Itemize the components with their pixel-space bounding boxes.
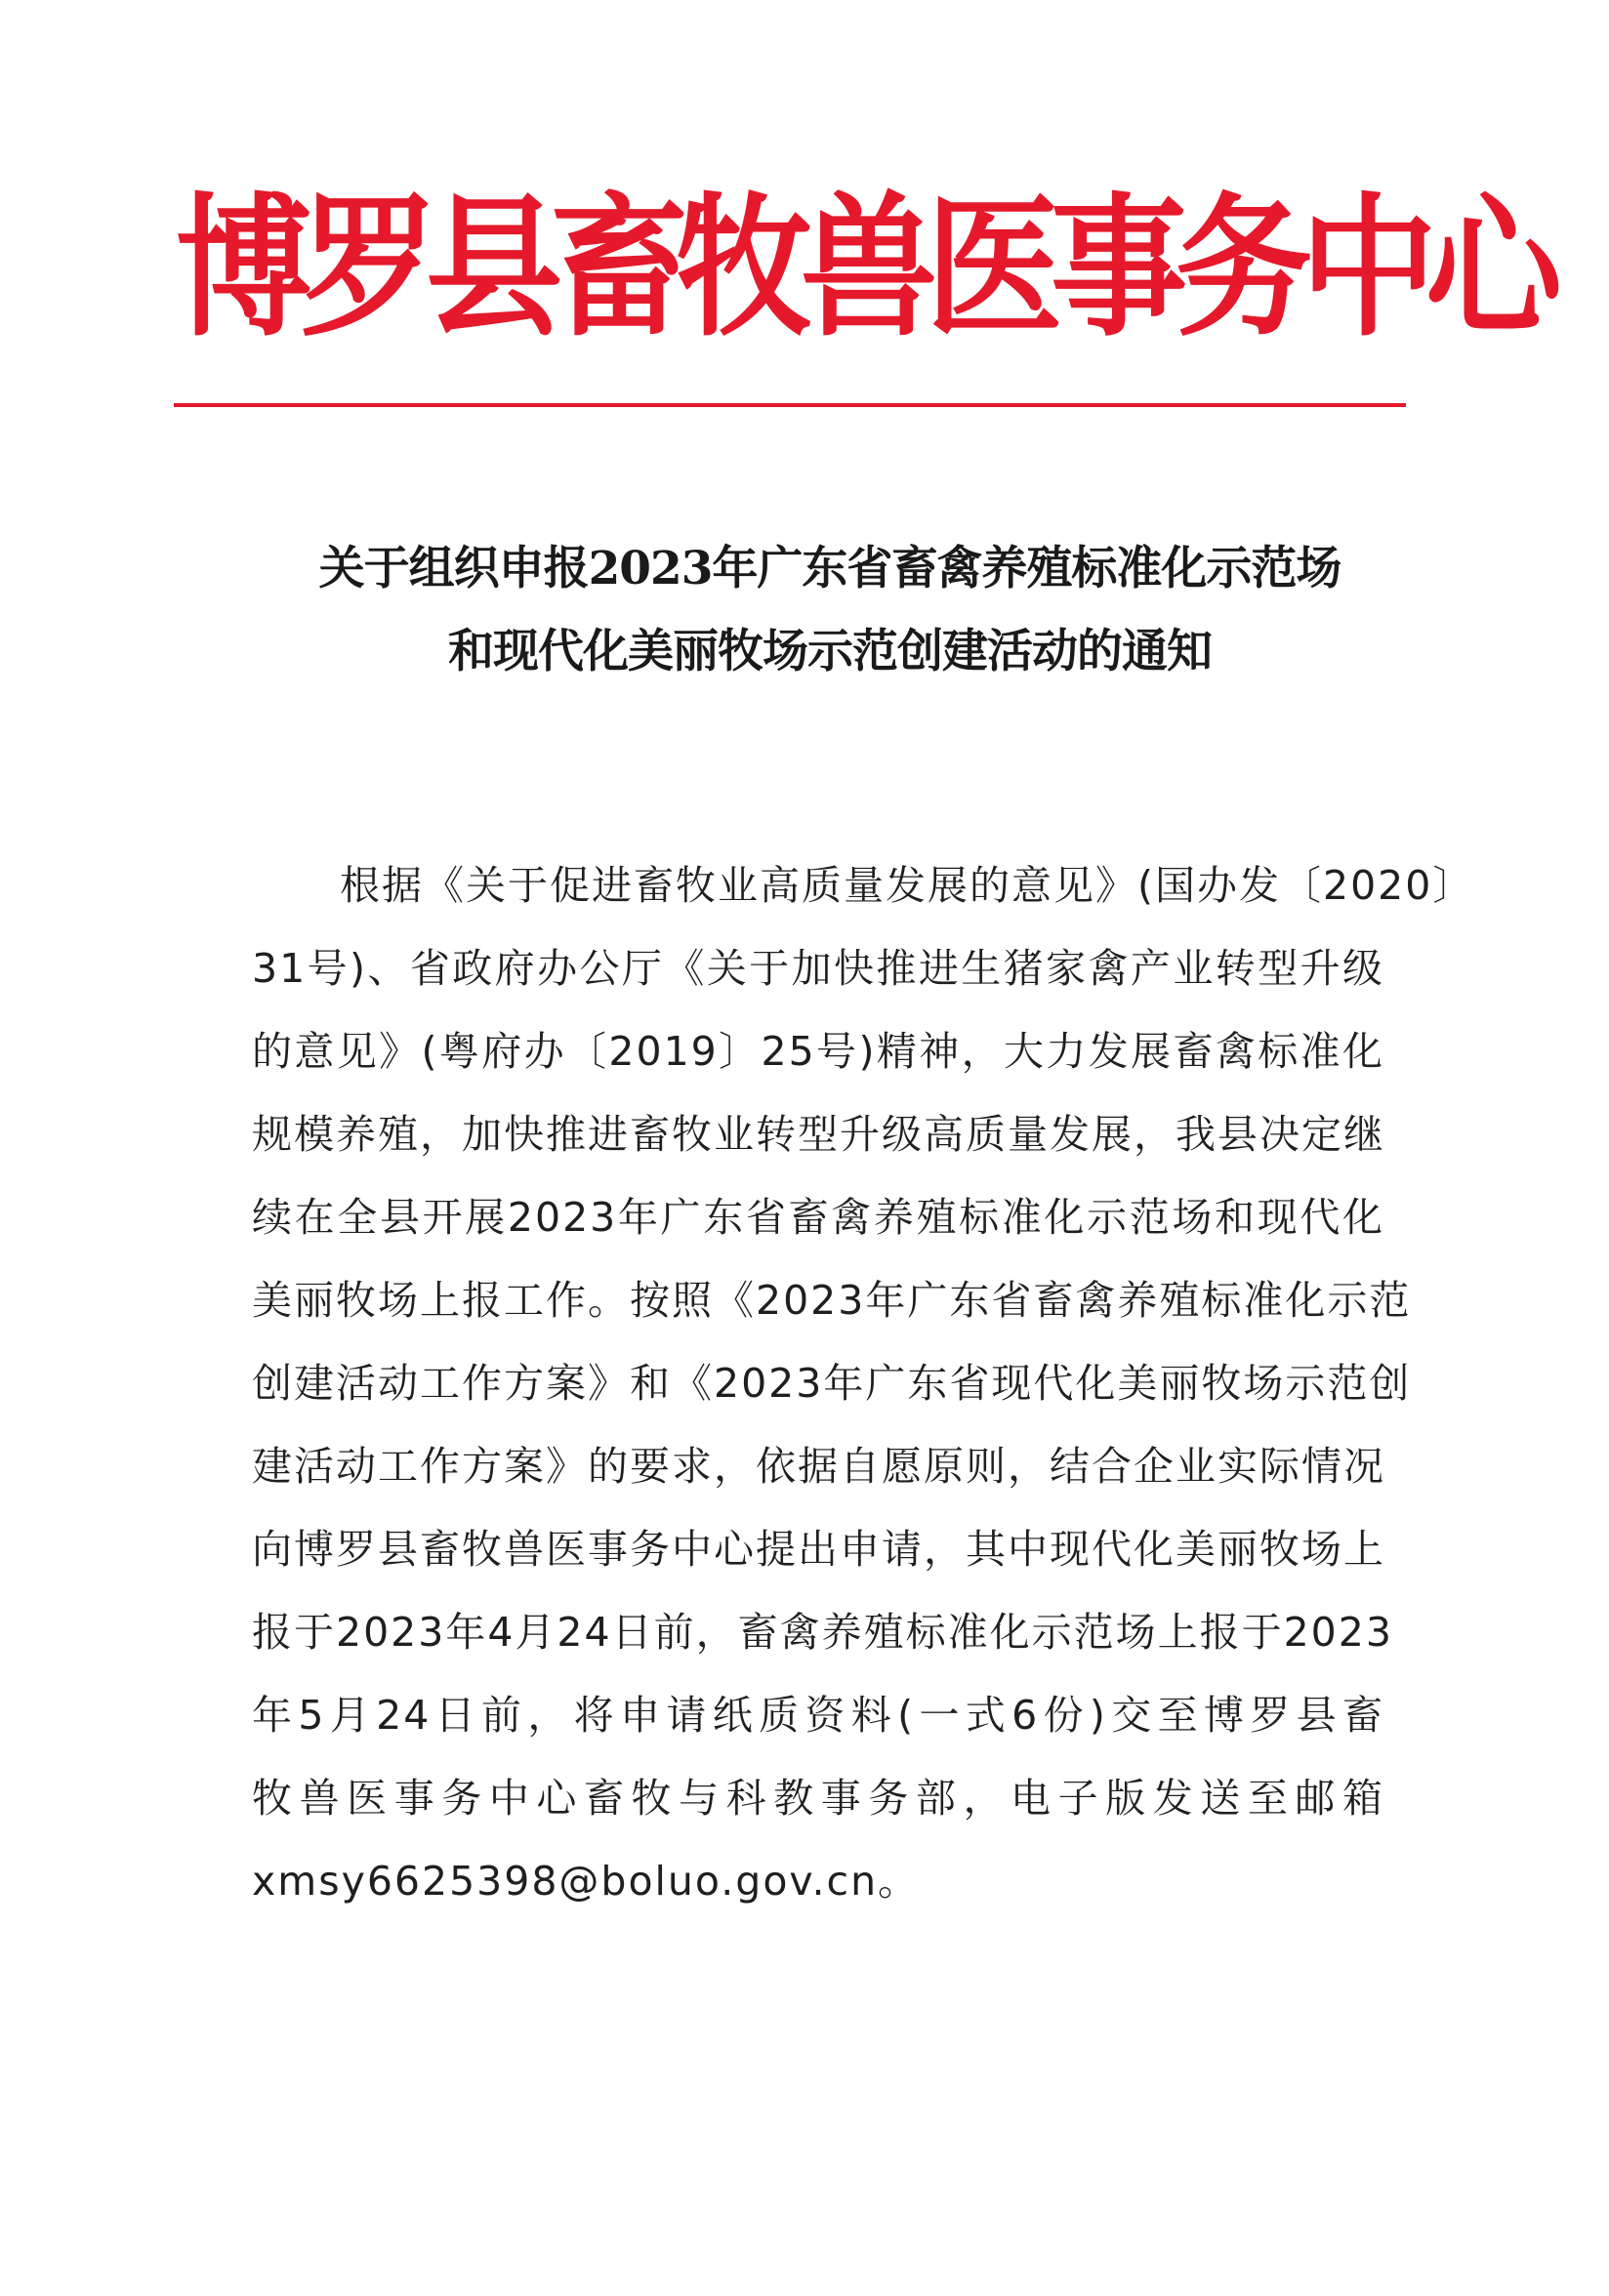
body-line: 根据《关于促进畜牧业高质量发展的意见》(国办发〔2020〕 xyxy=(340,862,1475,909)
body-line-email: xmsy6625398@boluo.gov.cn。 xyxy=(252,1858,921,1905)
body-line: 31号)、省政府办公厅《关于加快推进生猪家禽产业转型升级 xyxy=(252,945,1384,992)
document-title-line-1: 关于组织申报2023年广东省畜禽养殖标准化示范场 xyxy=(318,542,1341,595)
body-line: 年5月24日前，将申请纸质资料(一式6份)交至博罗县畜 xyxy=(252,1692,1384,1739)
body-line: 续在全县开展2023年广东省畜禽养殖标准化示范场和现代化 xyxy=(252,1194,1384,1241)
body-line: 美丽牧场上报工作。按照《2023年广东省畜禽养殖标准化示范 xyxy=(252,1277,1412,1324)
body-line: 规模养殖，加快推进畜牧业转型升级高质量发展，我县决定继 xyxy=(252,1111,1385,1158)
document-title-line-2: 和现代化美丽牧场示范创建活动的通知 xyxy=(448,625,1212,678)
issuing-organization-header: 博罗县畜牧兽医事务中心 xyxy=(176,179,1551,358)
document-body xyxy=(252,844,1475,1923)
red-divider-line xyxy=(174,403,1406,407)
body-line: 建活动工作方案》的要求，依据自愿原则，结合企业实际情况 xyxy=(252,1443,1385,1490)
document-title xyxy=(215,527,1445,693)
body-line: 牧兽医事务中心畜牧与科教事务部，电子版发送至邮箱 xyxy=(252,1775,1384,1822)
body-line: 向博罗县畜牧兽医事务中心提出申请，其中现代化美丽牧场上 xyxy=(252,1526,1385,1573)
body-line: 报于2023年4月24日前，畜禽养殖标准化示范场上报于2023 xyxy=(252,1609,1393,1656)
body-line: 创建活动工作方案》和《2023年广东省现代化美丽牧场示范创 xyxy=(252,1360,1412,1407)
body-line: 的意见》(粤府办〔2019〕25号)精神，大力发展畜禽标准化 xyxy=(252,1028,1384,1075)
